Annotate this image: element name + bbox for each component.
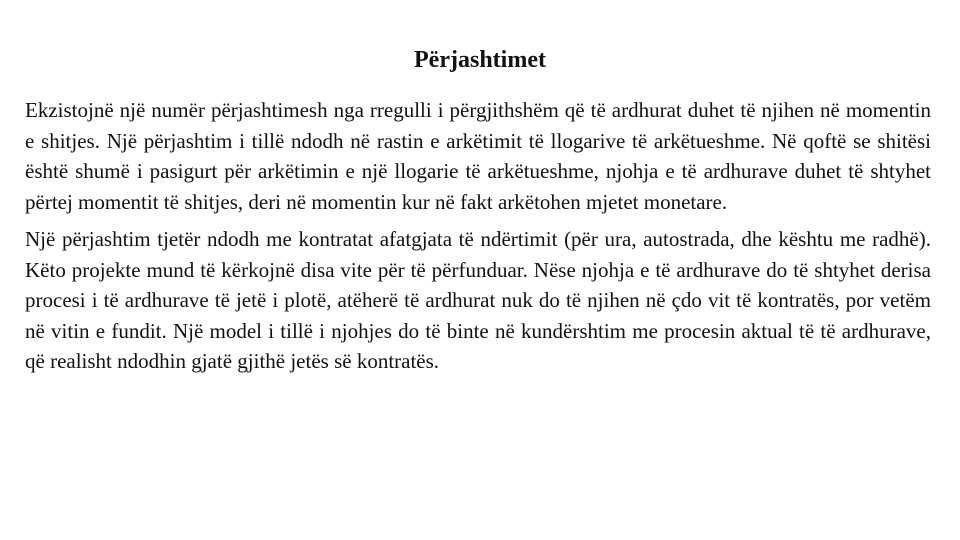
page-title: Përjashtimet	[414, 47, 546, 73]
paragraph-2: Një përjashtim tjetër ndodh me kontratat afatgjata të ndërtimit (për ura, autostrada, dhe kështu me radhë). Këto projekte mund të kërkojnë disa vite për të përfunduar. Nëse njohja e të ardhurave do të shtyhet derisa procesi i të ardhurave të jetë i plotë, atëherë të ardhurat nuk do të njihen në çdo vit të kontratës, por vetëm në vitin e fundit. Një model i tillë i njohjes do të binte në kundërshtim me procesin aktual të të ardhurave, që realisht ndodhin gjatë gjithë jetës së kontratës.	[25, 227, 931, 373]
body-text	[25, 95, 931, 377]
paragraph-1: Ekzistojnë një numër përjashtimesh nga rregulli i përgjithshëm që të ardhurat duhet të njihen në momentin e shitjes. Një përjashtim i tillë ndodh në rastin e arkëtimit të llogarive të arkëtueshme. Në qoftë se shitësi është shumë i pasigurt për arkëtimin e një llogarie të arkëtueshme, njohja e të ardhurave duhet të shtyhet përtej momentit të shitjes, deri në momentin kur në fakt arkëtohen mjetet monetare.	[25, 98, 931, 214]
